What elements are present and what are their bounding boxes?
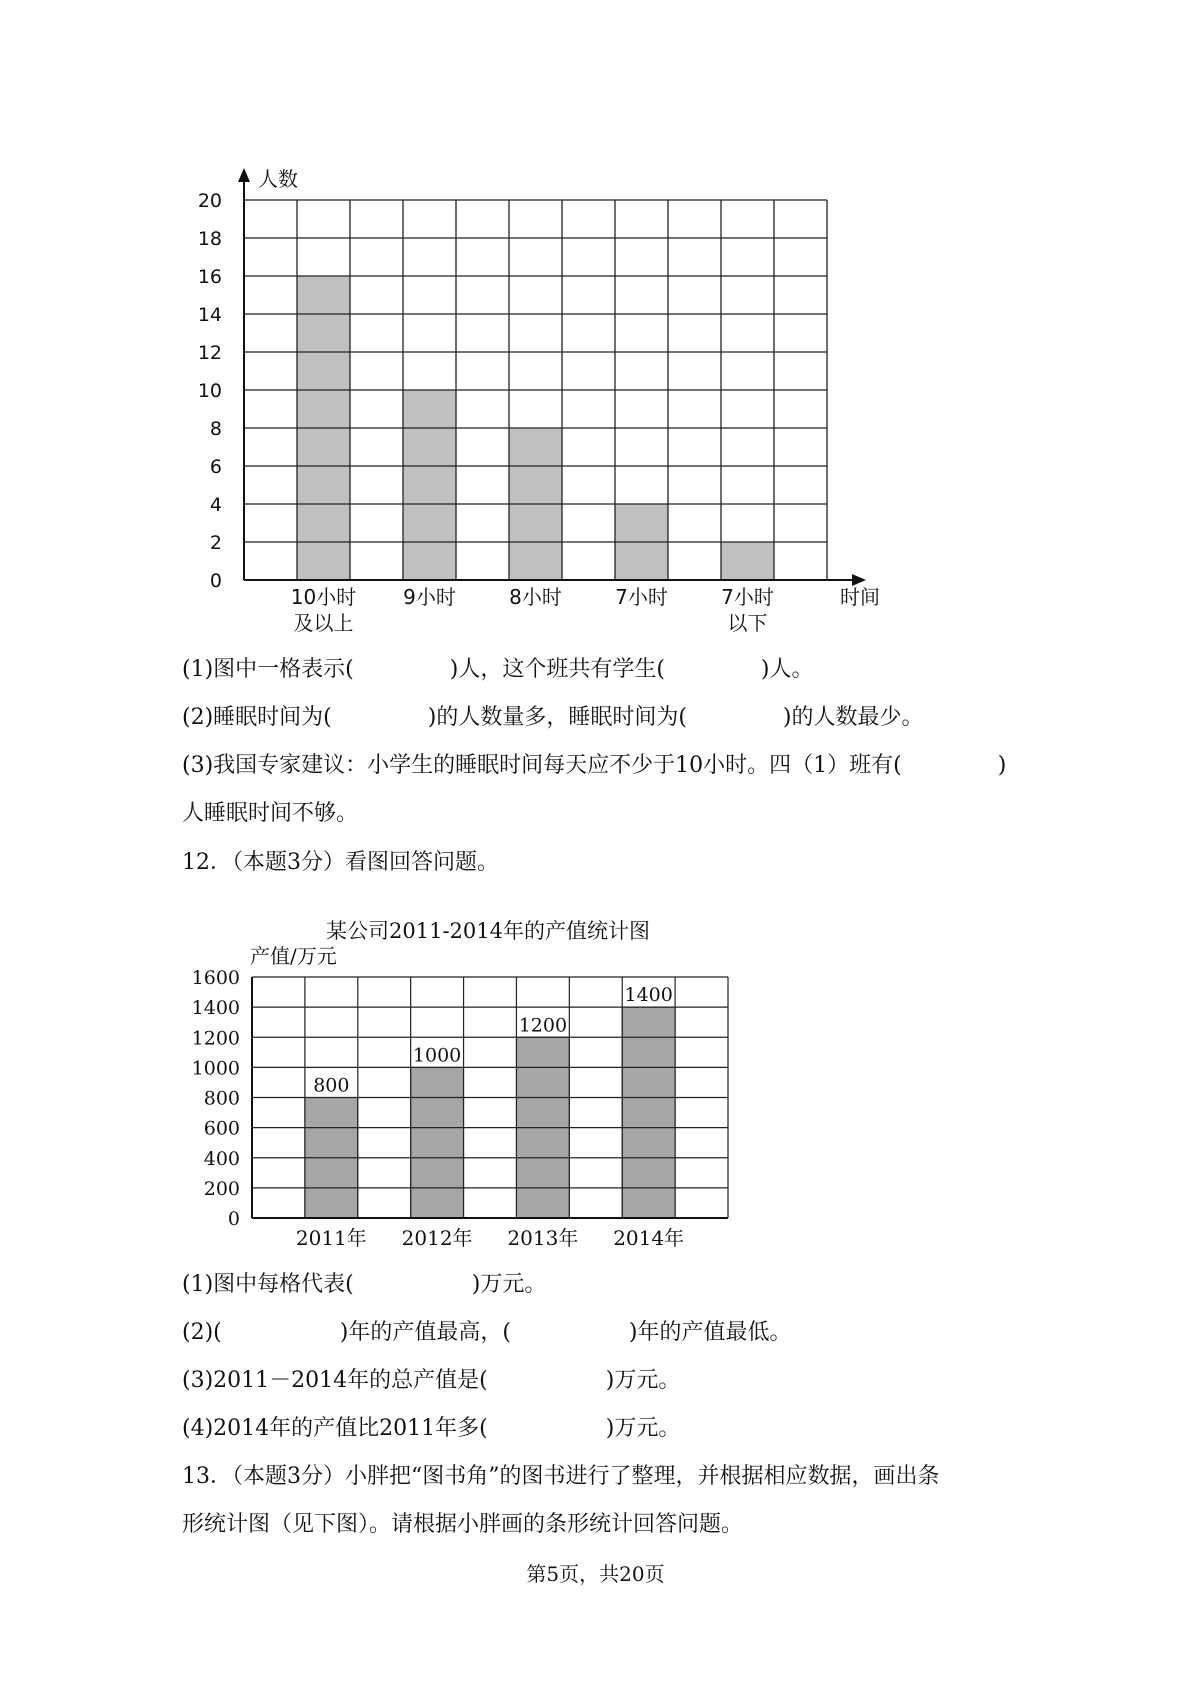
q12-part2 (182, 1318, 792, 1348)
q13-line2 (182, 1510, 743, 1540)
q11-p3-text: (3)我国专家建议：小学生的睡眠时间每天应不少于10小时。四（1）班有( (182, 753, 902, 778)
x-tick-label: 2013年 (507, 1226, 579, 1250)
data-label: 1400 (624, 984, 673, 1007)
y-tick-label: 1400 (191, 997, 240, 1020)
x-tick-label: 2011年 (295, 1226, 367, 1250)
y-tick-label: 6 (209, 456, 222, 478)
q13-text-2: 形统计图（见下图）。请根据小胖画的条形统计回答问题。 (182, 1512, 744, 1537)
y-tick-label: 4 (209, 494, 222, 516)
data-label: 1000 (412, 1044, 462, 1067)
q11-part2 (182, 703, 924, 733)
y-tick-label: 400 (203, 1147, 240, 1170)
q13-line1 (182, 1462, 940, 1492)
q11-p2-text-a: (2)睡眠时间为( (182, 705, 332, 730)
x-tick-label: 2012年 (401, 1226, 473, 1250)
y-tick-label: 10 (197, 380, 222, 402)
page-footer: 第5页，共20页 (526, 1562, 665, 1586)
y-tick-label: 800 (203, 1087, 240, 1110)
q11-part3 (182, 751, 1006, 781)
q11-part1 (182, 655, 814, 685)
y-tick-label: 18 (197, 228, 222, 250)
q13-text-1: 13．（本题3分）小胖把“图书角”的图书进行了整理，并根据相应数据，画出条 (182, 1464, 940, 1489)
q12-p3-text-b: )万元。 (605, 1368, 681, 1393)
q11-part3-cont (182, 799, 358, 829)
q12-p4-text-b: )万元。 (605, 1416, 681, 1441)
y-tick-label: 1600 (191, 967, 240, 989)
x-axis-label: 时间 (840, 585, 880, 609)
bar (411, 1067, 464, 1218)
q11-p1-text-a: (1)图中一格表示( (182, 657, 354, 682)
q11-p3-text-end: ) (997, 753, 1007, 778)
x-tick-label: 及以上 (293, 611, 354, 635)
q12-p2-text-a: (2)( (182, 1320, 222, 1345)
chart-title: 某公司2011-2014年的产值统计图 (326, 919, 650, 943)
y-tick-label: 0 (209, 570, 222, 592)
y-tick-label: 0 (227, 1208, 240, 1230)
y-tick-label: 12 (197, 342, 222, 364)
q12-p1-text-a: (1)图中每格代表( (182, 1272, 354, 1297)
q11-p1-text-c: )人。 (760, 657, 814, 682)
q12-part4 (182, 1414, 680, 1444)
x-tick-label: 10小时 (290, 585, 357, 609)
q12-title: 12．（本题3分）看图回答问题。 (182, 850, 499, 875)
q11-p1-text-b: )人，这个班共有学生( (449, 657, 665, 682)
x-tick-label: 9小时 (403, 585, 456, 609)
q12-header (182, 848, 499, 878)
data-label: 1200 (518, 1014, 568, 1037)
q12-p4-text-a: (4)2014年的产值比2011年多( (182, 1416, 488, 1441)
y-tick-label: 2 (209, 532, 222, 554)
q12-p1-text-b: )万元。 (471, 1272, 547, 1297)
y-tick-label: 20 (197, 190, 222, 212)
y-tick-label: 16 (197, 266, 222, 288)
y-tick-label: 1000 (191, 1057, 240, 1080)
q11-p2-text-c: )的人数最少。 (782, 705, 924, 730)
x-tick-label: 以下 (727, 611, 768, 635)
q12-p2-text-c: )年的产值最低。 (628, 1320, 792, 1345)
x-tick-label: 2014年 (613, 1226, 685, 1250)
y-tick-label: 600 (203, 1117, 240, 1140)
bar (622, 1007, 675, 1218)
q11-p2-text-b: )的人数量多，睡眠时间为( (427, 705, 687, 730)
data-label: 800 (313, 1074, 350, 1097)
q11-p3-continuation: 人睡眠时间不够。 (182, 801, 359, 826)
x-tick-label: 7小时 (721, 585, 774, 609)
q12-part3 (182, 1366, 680, 1396)
x-tick-label: 7小时 (615, 585, 668, 609)
y-tick-label: 200 (203, 1177, 240, 1200)
x-tick-label: 8小时 (509, 585, 562, 609)
y-axis-label: 人数 (258, 167, 298, 191)
y-tick-label: 8 (209, 418, 222, 440)
y-tick-label: 14 (197, 304, 222, 326)
q12-p3-text-a: (3)2011－2014年的总产值是( (182, 1368, 488, 1393)
q12-part1 (182, 1270, 546, 1300)
y-tick-label: 1200 (191, 1027, 240, 1050)
q12-p2-text-b: )年的产值最高，( (339, 1320, 511, 1345)
y-axis-label: 产值/万元 (250, 944, 337, 968)
